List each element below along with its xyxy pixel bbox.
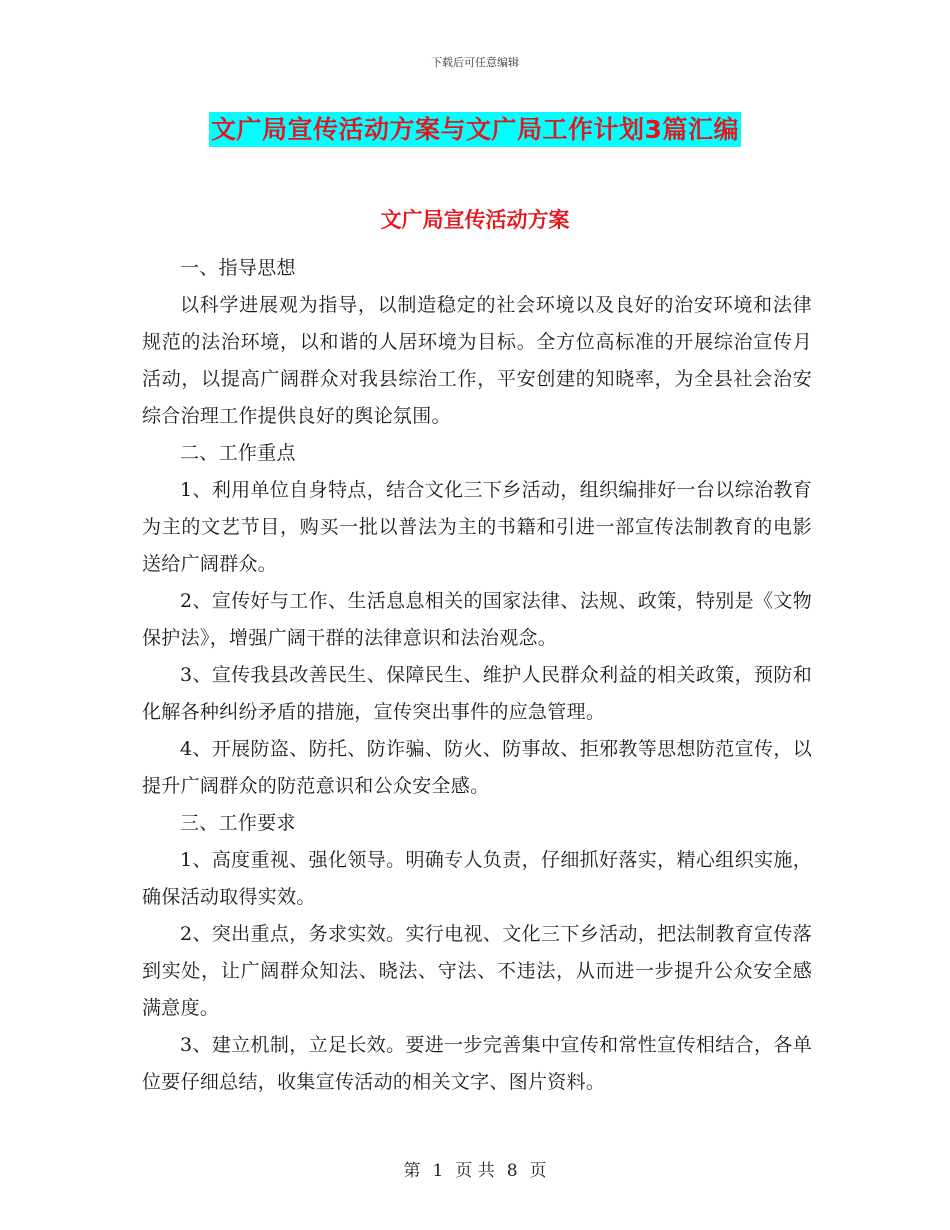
paragraph: 2、宣传好与工作、生活息息相关的国家法律、法规、政策，特别是《文物保护法》，增强广阔干群的法律意识和法治观念。 bbox=[142, 590, 812, 649]
heading-work-focus: 二、工作重点 bbox=[180, 442, 296, 464]
footer-suffix: 页 bbox=[529, 1161, 547, 1181]
section-title: 文广局宣传活动方案 bbox=[380, 208, 570, 232]
page-footer bbox=[0, 1156, 950, 1181]
paragraph: 4、开展防盗、防托、防诈骗、防火、防事故、拒邪教等思想防范宣传，以提升广阔群众的防范意识和公众安全感。 bbox=[142, 738, 812, 797]
paragraph: 以科学进展观为指导，以制造稳定的社会环境以及良好的治安环境和法律规范的法治环境，以和谐的人居环境为目标。全方位高标准的开展综治宣传月活动，以提高广阔群众对我县综治工作，平安创建的知晓率，为全县社会治安综合治理工作提供良好的舆论氛围。 bbox=[142, 294, 812, 427]
total-pages: 8 bbox=[506, 1161, 518, 1181]
footer-prefix: 第 bbox=[403, 1161, 421, 1181]
paragraph: 3、建立机制，立足长效。要进一步完善集中宣传和常性宣传相结合，各单位要仔细总结，收集宣传活动的相关文字、图片资料。 bbox=[142, 1034, 812, 1093]
paragraph: 1、高度重视、强化领导。明确专人负责，仔细抓好落实，精心组织实施，确保活动取得实效。 bbox=[142, 849, 812, 908]
page-number: 1 bbox=[432, 1161, 444, 1181]
paragraph: 3、宣传我县改善民生、保障民生、维护人民群众利益的相关政策，预防和化解各种纠纷矛盾的措施，宣传突出事件的应急管理。 bbox=[142, 664, 812, 723]
paragraph: 2、突出重点，务求实效。实行电视、文化三下乡活动，把法制教育宣传落到实处，让广阔群众知法、晓法、守法、不违法，从而进一步提升公众安全感满意度。 bbox=[142, 923, 812, 1019]
header-note: 下载后可任意编辑 bbox=[431, 56, 519, 69]
paragraph: 1、利用单位自身特点，结合文化三下乡活动，组织编排好一台以综治教育为主的文艺节目，购买一批以普法为主的书籍和引进一部宣传法制教育的电影送给广阔群众。 bbox=[142, 479, 812, 575]
document-body bbox=[142, 250, 812, 1101]
heading-guiding-ideology: 一、指导思想 bbox=[180, 257, 296, 279]
document-title bbox=[0, 110, 950, 146]
document-title-text: 文广局宣传活动方案与文广局工作计划3篇汇编 bbox=[209, 112, 741, 147]
heading-work-requirements: 三、工作要求 bbox=[180, 812, 296, 834]
footer-middle: 页 共 bbox=[455, 1161, 495, 1181]
